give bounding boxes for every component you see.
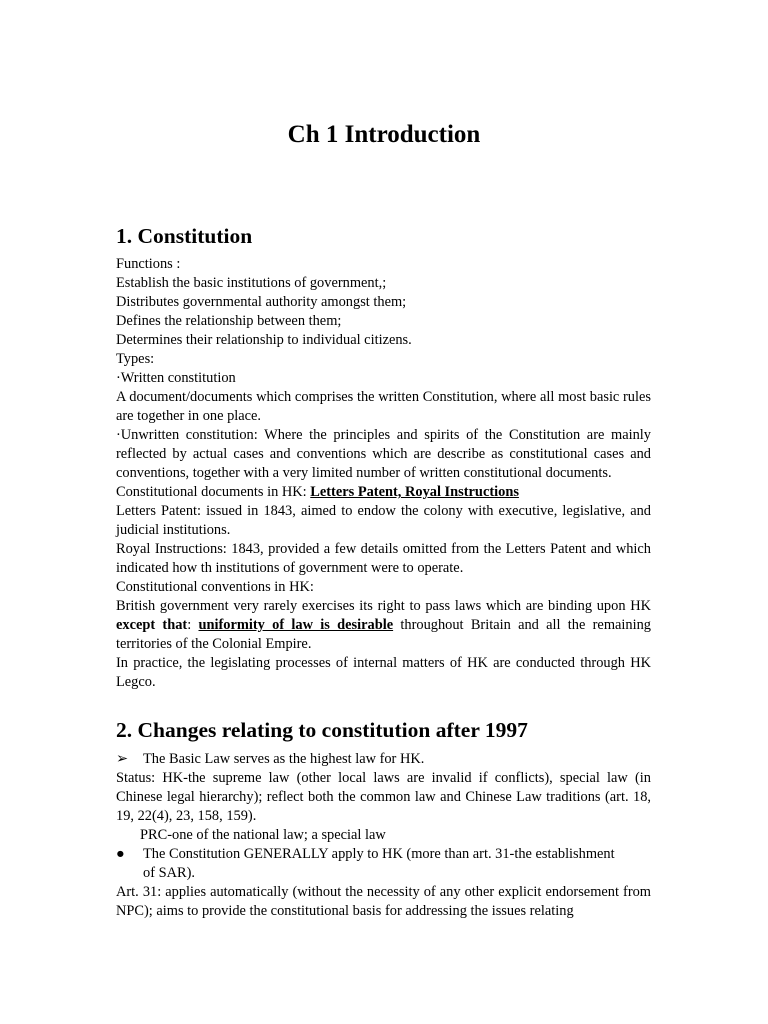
royal-instructions-desc: Royal Instructions: 1843, provided a few details omitted from the Letters Patent and which indicated how th institutions of government were to operate. — [116, 541, 651, 576]
art31-paragraph: Art. 31: applies automatically (without the necessity of any other explicit endorsement from NPC); aims to provide the constitutional basis for addressing the issues relating — [116, 884, 651, 919]
constitution-apply-continuation: of SAR). — [143, 865, 195, 881]
function-item: Defines the relationship between them; — [116, 313, 342, 329]
british-text-c: : — [187, 617, 199, 633]
british-text-e: throughout Britain and all the remaining territories of the Colonial Empire. — [116, 617, 651, 652]
arrow-bullet-icon: ➢ — [116, 751, 129, 767]
basic-law-item — [116, 750, 651, 769]
prc-line: PRC-one of the national law; a special law — [140, 827, 386, 843]
unwritten-constitution-desc: ·Unwritten constitution: Where the principles and spirits of the Constitution are mainly reflected by actual cases and conventions which are describe as constitutional cases and conventions, together with a very limited number of written constitutional documents. — [116, 427, 651, 481]
functions-label: Functions : — [116, 256, 181, 272]
section-1-body — [116, 255, 651, 692]
written-constitution-label: ·Written constitution — [116, 370, 236, 386]
status-paragraph: Status: HK-the supreme law (other local laws are invalid if conflicts), special law (in Chinese legal hierarchy); reflect both the common law and Chinese Law traditions (art. 18, 19, 22(4), 23, 158, 159). — [116, 770, 651, 824]
types-label: Types: — [116, 351, 155, 367]
practice-paragraph: In practice, the legislating processes of internal matters of HK are conducted through HK Legco. — [116, 655, 651, 690]
section-2-heading: 2. Changes relating to constitution after 1997 — [116, 718, 528, 742]
documents-prefix: Constitutional documents in HK: — [116, 484, 311, 500]
written-constitution-desc: A document/documents which comprises the written Constitution, where all most basic rules are together in one place. — [116, 389, 651, 424]
function-item: Establish the basic institutions of government,; — [116, 275, 387, 291]
basic-law-text: The Basic Law serves as the highest law for HK. — [143, 751, 425, 767]
section-2-body — [116, 750, 651, 921]
section-1-heading: 1. Constitution — [116, 224, 253, 248]
british-government-paragraph — [116, 597, 651, 654]
constitution-apply-item — [116, 845, 651, 864]
constitutional-documents-line — [116, 483, 651, 502]
constitution-apply-text: The Constitution GENERALLY apply to HK (more than art. 31-the establishment — [143, 846, 615, 862]
british-text-a: British government very rarely exercises its right to pass laws which are binding upon HK — [116, 598, 651, 614]
uniformity-bold: uniformity of law is desirable — [198, 617, 394, 633]
except-that-bold: except that — [116, 617, 188, 633]
letters-patent-desc: Letters Patent: issued in 1843, aimed to endow the colony with executive, legislative, and judicial institutions. — [116, 503, 651, 538]
function-item: Determines their relationship to individual citizens. — [116, 332, 412, 348]
page-title: Ch 1 Introduction — [287, 121, 481, 148]
documents-bold: Letters Patent, Royal Instructions — [310, 484, 519, 500]
dot-bullet-icon: ● — [116, 846, 125, 862]
conventions-label: Constitutional conventions in HK: — [116, 579, 314, 595]
function-item: Distributes governmental authority amongst them; — [116, 294, 407, 310]
